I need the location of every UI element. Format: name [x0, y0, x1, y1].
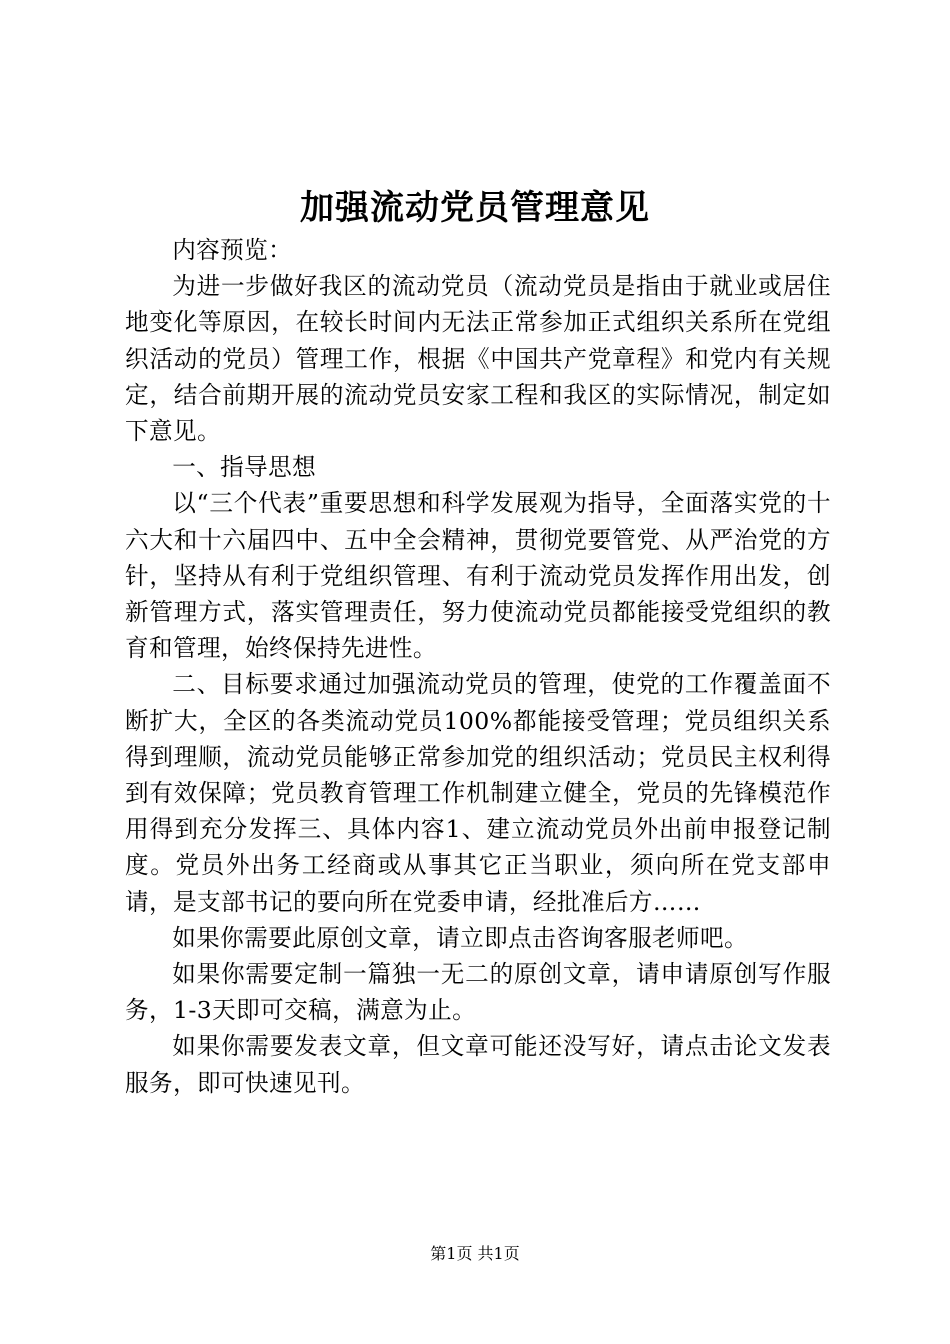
publishing-service-paragraph: 如果你需要发表文章，但文章可能还没写好，请点击论文发表服务，即可快速见刊。 [125, 1032, 831, 1097]
goals-paragraph: 二、目标要求通过加强流动党员的管理，使党的工作覆盖面不断扩大，全区的各类流动党员100%都能接受管理；党员组织关系得到理顺，流动党员能够正常参加党的组织活动；党员民主权利得到有效保障；党员教育管理工作机制建立健全，党员的先锋模范作用得到充分发挥三、具体内容1、建立流动党员外出前申报登记制度。党员外出务工经商或从事其它正当职业，须向所在党支部申请，是支部书记的要向所在党委申请，经批准后方…… [125, 670, 831, 916]
document-body [125, 232, 831, 1101]
intro-paragraph: 为进一步做好我区的流动党员（流动党员是指由于就业或居住地变化等原因，在较长时间内无法正常参加正式组织关系所在党组织活动的党员）管理工作，根据《中国共产党章程》和党内有关规定，结合前期开展的流动党员安家工程和我区的实际情况，制定如下意见。 [125, 272, 831, 446]
document-title: 加强流动党员管理意见 [300, 188, 650, 228]
consult-service-paragraph: 如果你需要此原创文章，请立即点击咨询客服老师吧。 [172, 923, 749, 952]
custom-writing-paragraph: 如果你需要定制一篇独一无二的原创文章，请申请原创写作服务，1-3天即可交稿，满意为止。 [125, 960, 831, 1025]
section-heading-guiding-thought: 一、指导思想 [172, 453, 317, 482]
guiding-thought-paragraph: 以“三个代表”重要思想和科学发展观为指导，全面落实党的十六大和十六届四中、五中全会精神，贯彻党要管党、从严治党的方针，坚持从有利于党组织管理、有利于流动党员发挥作用出发，创新管理方式，落实管理责任，努力使流动党员都能接受党组织的教育和管理，始终保持先进性。 [125, 489, 831, 663]
page-number-footer: 第1页 共1页 [430, 1244, 520, 1263]
preview-label: 内容预览： [172, 236, 293, 264]
